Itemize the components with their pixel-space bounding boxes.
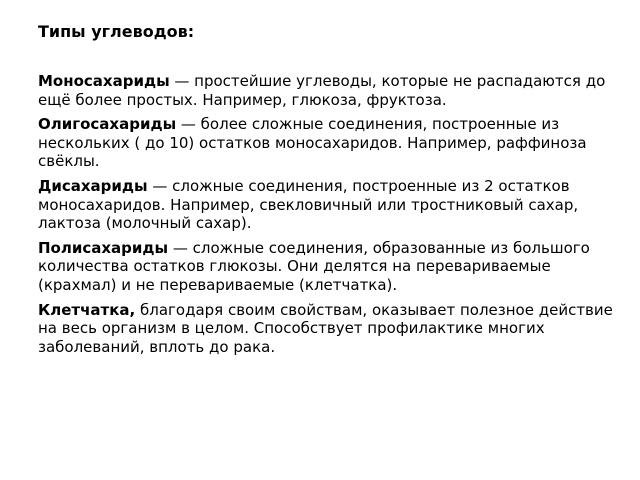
term-label: Моносахариды xyxy=(38,72,170,90)
paragraph-disaccharides xyxy=(38,177,624,233)
term-description: — более сложные соединения, построенные из нескольких ( до 10) остатков моносахаридов. Например, раффиноза свёклы. xyxy=(38,115,587,171)
paragraph-monosaccharides xyxy=(38,72,624,109)
page-title: Типы углеводов: xyxy=(38,22,195,41)
term-label: Олигосахариды xyxy=(38,115,177,134)
term-label: Клетчатка, xyxy=(38,300,136,319)
paragraph-oligosaccharides xyxy=(38,115,624,171)
term-description: — сложные соединения, образованные из большого количества остатков глюкозы. Они делятся на перевариваемые (крахмал) и не перевариваемые (клетчатка). xyxy=(38,238,590,294)
term-description: — сложные соединения, построенные из 2 остатков моносахаридов. Например, свекловичный или тростниковый сахар, лактоза (молочный сахар). xyxy=(38,176,579,233)
paragraph-polysaccharides xyxy=(38,239,624,295)
paragraph-fiber xyxy=(38,301,624,357)
term-label: Дисахариды xyxy=(38,176,148,195)
term-description: — простейшие углеводы, которые не распадаются до ещё более простых. Например, глюкоза, фруктоза. xyxy=(38,72,606,109)
term-label: Полисахариды xyxy=(38,238,169,257)
term-description: благодаря своим свойствам, оказывает полезное действие на весь организм в целом. Способствует профилактике многих заболеваний, вплоть до рака. xyxy=(38,300,613,356)
